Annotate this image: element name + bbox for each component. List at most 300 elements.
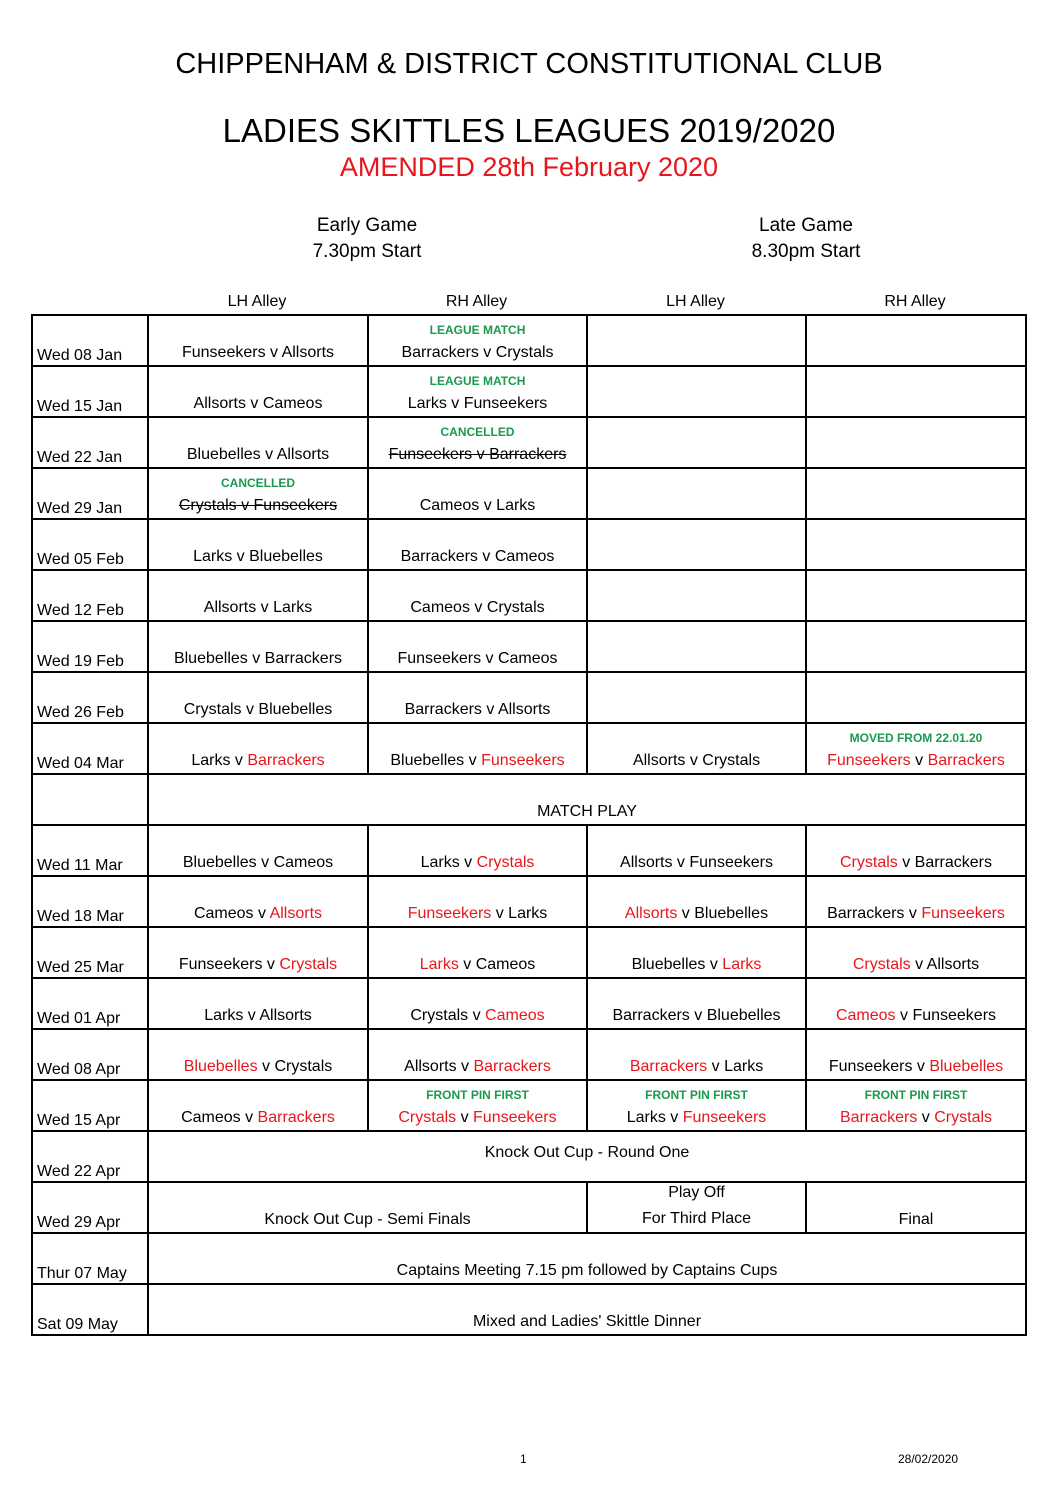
team-name: Larks [508,905,548,922]
column-header: RH Alley [884,293,946,310]
league-title: LADIES SKITTLES LEAGUES 2019/2020 [222,112,836,149]
date-text: Wed 29 Apr [37,1214,121,1231]
date-cell [32,672,148,723]
fixture-cell [806,417,1026,468]
date-text: Thur 07 May [37,1265,127,1282]
play-off-line: Play Off [668,1184,725,1201]
team-name: Barrackers [247,752,325,769]
team-name: Larks [193,548,233,565]
table-row [32,978,1026,1029]
team-name: Cameos [193,905,254,922]
fixture-content [588,877,805,926]
versus: v [230,752,248,769]
page-number: 1 [520,1452,527,1466]
date-cell [32,1080,148,1131]
late-game-name: Late Game [759,215,853,236]
fixture-text [194,904,322,924]
versus: v [917,1109,935,1126]
column-header: LH Alley [666,293,725,310]
fixture-text [420,496,536,516]
team-name: Crystals [274,1058,333,1075]
fixture-content [369,826,586,875]
versus: v [236,497,254,514]
date-cell [32,723,148,774]
table-row [32,315,1026,366]
fixture-content [149,469,367,518]
club-title: CHIPPENHAM & DISTRICT CONSTITUTIONAL CLUB [175,48,883,80]
fixture-text [612,1006,780,1026]
fixture-text [193,547,323,567]
team-name: Funseekers [253,497,338,514]
fixture-text [630,1057,763,1077]
team-name: Cameos [410,599,470,616]
team-name: Larks [724,1058,764,1075]
versus: v [481,701,498,718]
fixture-text [401,547,555,567]
span-cell [148,1131,1026,1182]
date-text: Wed 11 Mar [37,857,123,874]
team-name: Bluebelles [706,1007,781,1024]
table-row [32,621,1026,672]
date-text: Wed 08 Jan [37,347,123,364]
team-name: Barrackers [489,446,567,463]
fixture-cell [806,468,1026,519]
fixture-content [149,877,367,926]
fixture-cell [368,825,587,876]
span-text: Captains Meeting 7.15 pm followed by Captains Cups [396,1262,778,1279]
team-name: Barrackers [401,344,479,361]
table-row [32,672,1026,723]
fixture-note: FRONT PIN FIRST [426,1088,529,1102]
footer-date: 28/02/2020 [898,1452,959,1466]
team-name: Cameos [494,548,555,565]
fixture-cell [587,927,806,978]
span-text: Mixed and Ladies' Skittle Dinner [472,1313,702,1330]
team-name: Barrackers [264,650,343,667]
fixture-content [807,826,1025,875]
table-row [32,1029,1026,1080]
team-name: Funseekers [473,1109,557,1126]
fixture-text [836,1006,996,1026]
versus: v [477,548,495,565]
fixture-cell [587,1080,806,1131]
versus: v [479,497,497,514]
fixture-content [369,418,586,467]
fixture-content [149,1030,367,1079]
versus: v [256,599,274,616]
team-name: Cameos [485,1007,545,1024]
team-name: Crystals [398,1109,457,1126]
date-cell [32,825,148,876]
fixture-cell [587,672,806,723]
fixture-cell [368,1080,587,1131]
team-name: Funseekers [481,752,565,769]
fixture-content [149,979,367,1028]
date-cell [32,1284,148,1335]
fixture-text [204,1006,312,1026]
fixture-content [588,928,805,977]
team-name: Crystals [839,854,898,871]
fixture-content [807,316,1025,365]
fixture-content [369,622,586,671]
team-name: Barrackers [839,1109,918,1126]
team-name: Barrackers [914,854,993,871]
team-name: Larks [496,497,536,514]
table-row [32,876,1026,927]
fixture-cell [148,927,368,978]
fixture-cell [587,876,806,927]
fixture-text [174,649,342,669]
fixture-content [369,979,586,1028]
fixture-content [807,418,1025,467]
date-cell [32,927,148,978]
versus: v [240,1109,258,1126]
fixture-content [588,469,805,518]
team-name: Cameos [835,1007,896,1024]
versus: v [491,905,509,922]
fixture-cell [368,417,587,468]
date-cell [32,417,148,468]
fixture-text [182,343,334,363]
fixture-content [149,418,367,467]
column-header: RH Alley [445,293,508,310]
fixture-content [588,520,805,569]
fixture-cell [368,672,587,723]
fixture-text [620,853,773,873]
team-name: Bluebelles [694,905,769,922]
fixture-content [369,877,586,926]
team-name: Allsorts [926,956,980,973]
team-name: Barrackers [400,548,478,565]
team-name: Larks [407,395,447,412]
team-name: Allsorts [276,446,330,463]
versus: v [262,956,280,973]
fixture-cell [806,519,1026,570]
fixture-text [421,853,535,873]
date-text: Wed 05 Feb [37,551,124,568]
date-text: Wed 22 Apr [37,1163,121,1180]
final-text: Final [898,1211,934,1228]
fixture-cell [368,876,587,927]
fixture-cell [587,315,806,366]
fixture-content [807,979,1025,1028]
fixture-cell [587,723,806,774]
versus: v [472,446,490,463]
fixture-text [181,1108,335,1128]
table-row [32,1284,1026,1335]
team-name: Crystals [852,956,911,973]
versus: v [265,344,282,361]
team-name: Funseekers [682,1109,767,1126]
date-text: Wed 04 Mar [37,755,124,772]
date-cell [32,1233,148,1284]
fixture-cell [148,468,368,519]
fixture-text [204,598,312,618]
fixture-content [369,316,586,365]
fixture-text [625,904,768,924]
table-row [32,570,1026,621]
team-name: Allsorts [632,752,686,769]
date-text: Wed 15 Jan [37,398,123,415]
fixture-content [149,724,367,773]
versus: v [257,1058,275,1075]
fixture-cell [148,570,368,621]
date-cell [32,1029,148,1080]
versus: v [468,1007,486,1024]
span-text: MATCH PLAY [537,803,637,820]
table-row [32,468,1026,519]
team-name: Larks [191,752,231,769]
date-cell [32,978,148,1029]
versus: v [459,854,477,871]
team-name: Funseekers [388,446,473,463]
fixture-cell [587,825,806,876]
fixture-content [149,673,367,722]
fixture-cell [148,1080,368,1131]
fixture-cell [587,366,806,417]
versus: v [895,1007,913,1024]
fixture-text [179,496,337,516]
fixture-cell [806,315,1026,366]
team-name: Bluebelles [186,446,261,463]
team-name: Bluebelles [249,548,323,565]
versus: v [253,905,270,922]
fixture-content [369,724,586,773]
date-cell [32,1131,148,1182]
fixture-content [369,673,586,722]
team-name: Barrackers [827,905,905,922]
fixture-content [369,571,586,620]
late-game-heading [656,213,956,265]
versus: v [232,548,250,565]
team-name: Funseekers [689,854,773,871]
table-row [32,927,1026,978]
fixture-content [369,520,586,569]
fixture-cell [368,468,587,519]
versus: v [897,854,915,871]
fixture-text [420,955,536,975]
team-name: Crystals [183,701,242,718]
fixture-cell [806,621,1026,672]
late-game-start: 8.30pm Start [751,241,861,262]
fixture-text [187,445,329,465]
fixture-cell [368,519,587,570]
fixture-content [807,520,1025,569]
fixture-cell [806,1029,1026,1080]
span-text: Knock Out Cup - Round One [484,1143,690,1161]
team-name: Barrackers [927,752,1005,769]
date-text: Wed 25 Mar [37,959,124,976]
table-row [32,723,1026,774]
fixture-content [149,1081,367,1130]
fixture-content [369,928,586,977]
fixture-note: FRONT PIN FIRST [864,1088,968,1102]
versus: v [481,650,498,667]
fixture-text [191,751,324,771]
fixture-cell [587,978,806,1029]
schedule-table [31,314,1027,1336]
team-name: Cameos [419,497,480,514]
fixture-content [807,1030,1025,1079]
team-name: Allsorts [193,395,246,412]
fixture-content [588,571,805,620]
team-name: Crystals [476,854,535,871]
fixture-cell [806,723,1026,774]
versus: v [665,1109,683,1126]
team-name: Cameos [497,650,558,667]
team-name: Funseekers [463,395,548,412]
team-name: Bluebelles [173,650,248,667]
team-name: Crystals [178,497,237,514]
fixture-note: CANCELLED [221,476,295,490]
fixture-text [183,853,333,873]
team-name: Cameos [475,956,536,973]
team-name: Allsorts [624,905,678,922]
date-text: Wed 29 Jan [37,500,123,517]
fixture-text [179,955,337,975]
fixture-cell [806,366,1026,417]
fixture-content [807,571,1025,620]
fixture-cell [368,978,587,1029]
fixture-text [390,751,564,771]
fixture-text [397,649,557,669]
versus: v [685,752,703,769]
team-name: Allsorts [497,701,551,718]
team-name: Allsorts [203,599,257,616]
fixture-content [807,877,1025,926]
team-name: Allsorts [281,344,335,361]
fixture-content [149,571,367,620]
date-cell [32,570,148,621]
fixture-text [401,343,553,363]
final-cell [806,1182,1026,1233]
versus: v [458,956,476,973]
team-name: Cameos [181,1109,241,1126]
fixture-text [410,1006,544,1026]
fixture-text [410,598,544,618]
team-name: Barrackers [404,701,482,718]
fixture-cell [368,723,587,774]
table-row [32,1182,1026,1233]
fixture-content [807,673,1025,722]
fixture-cell [148,825,368,876]
early-game-name: Early Game [316,215,418,236]
fixture-cell [587,621,806,672]
versus: v [689,1007,707,1024]
versus: v [910,752,928,769]
span-cell [148,1284,1026,1335]
table-row [32,417,1026,468]
fixture-content [149,622,367,671]
fixture-text [853,955,979,975]
versus: v [707,1058,725,1075]
fixture-cell [368,315,587,366]
table-row [32,774,1026,825]
team-name: Cameos [273,854,334,871]
fixture-cell [587,468,806,519]
fixture-cell [587,417,806,468]
fixture-cell [806,978,1026,1029]
versus: v [705,956,723,973]
team-name: Bluebelles [183,1058,258,1075]
fixture-content [588,826,805,875]
fixture-cell [587,1029,806,1080]
fixture-cell [148,621,368,672]
table-row [32,1131,1026,1182]
span-cell [148,774,1026,825]
fixture-cell [806,927,1026,978]
play-off-content [588,1183,805,1232]
fixture-text [633,751,760,771]
span-cell [148,1233,1026,1284]
team-name: Allsorts [269,905,323,922]
team-name: Funseekers [407,905,492,922]
fixture-text [194,394,323,414]
column-header: LH Alley [227,293,287,310]
date-text: Wed 01 Apr [37,1010,121,1027]
team-name: Crystals [410,1007,469,1024]
versus: v [478,344,496,361]
team-name: Cameos [262,395,323,412]
fixture-content [588,367,805,416]
fixture-cell [806,876,1026,927]
fixture-note: LEAGUE MATCH [429,323,526,337]
span-content [149,775,1025,824]
team-name: Barrackers [257,1109,335,1126]
fixture-content [369,1081,586,1130]
final-content [807,1183,1025,1232]
table-row [32,1233,1026,1284]
versus: v [464,752,482,769]
fixture-note: FRONT PIN FIRST [645,1088,748,1102]
versus: v [245,395,263,412]
date-text: Wed 15 Apr [37,1112,121,1129]
team-name: Bluebelles [258,701,333,718]
fixture-note: CANCELLED [440,425,515,439]
fixture-content [807,724,1025,773]
fixture-content [149,826,367,875]
fixture-content [588,418,805,467]
versus: v [456,1058,474,1075]
versus: v [677,905,695,922]
team-name: Larks [626,1109,666,1126]
span-content [149,1285,1025,1334]
fixture-text [827,904,1005,924]
semi-final-text: Knock Out Cup - Semi Finals [264,1211,471,1228]
team-name: Larks [419,956,459,973]
team-name: Funseekers [827,752,911,769]
team-name: Crystals [486,599,545,616]
fixture-cell [806,825,1026,876]
versus: v [241,701,259,718]
fixture-content [369,469,586,518]
play-off-line: For Third Place [641,1210,752,1227]
fixture-text [840,1108,992,1128]
early-game-heading [217,213,517,265]
semi-final-cell [148,1182,587,1233]
fixture-cell [806,570,1026,621]
schedule-body [32,315,1026,1335]
date-cell [32,876,148,927]
table-row [32,519,1026,570]
fixture-cell [587,570,806,621]
fixture-note: MOVED FROM 22.01.20 [849,731,983,745]
fixture-cell [368,621,587,672]
team-name: Crystals [495,344,554,361]
team-name: Barrackers [473,1058,551,1075]
date-cell [32,468,148,519]
versus: v [910,956,927,973]
